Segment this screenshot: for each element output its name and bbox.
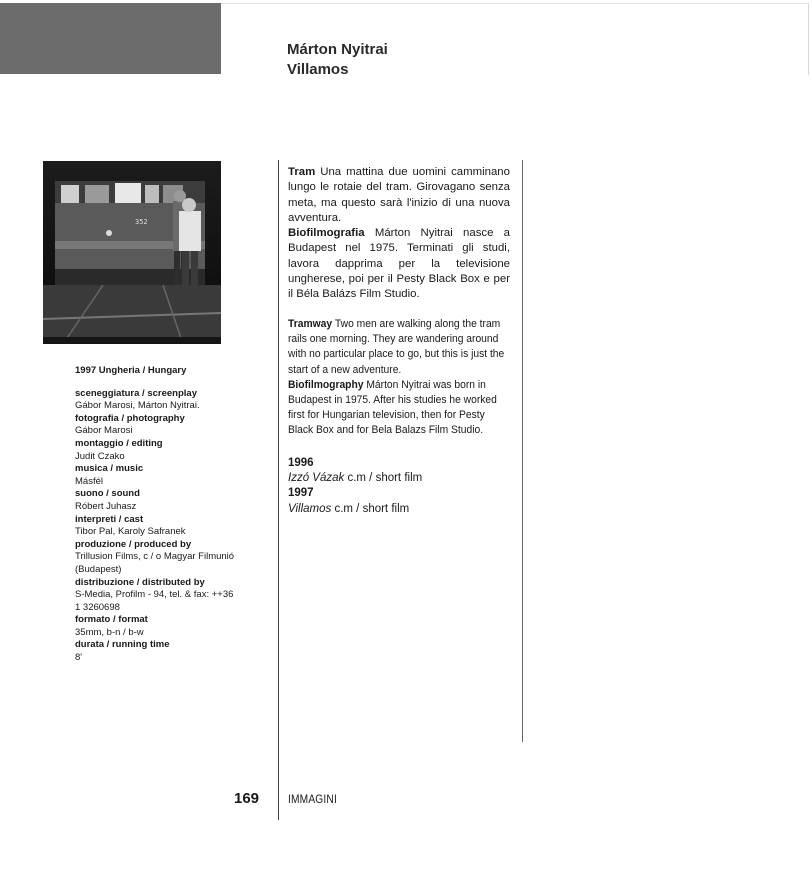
bio-text: Márton Nyitrai nasce a Budapest nel 1975. Terminati gli studi, lavora dapprima per la televisione ungherese, poi per il Pesty Black Box e per il Béla Balázs Film Studio. (288, 227, 511, 301)
english-text (288, 317, 510, 439)
top-rule (221, 3, 809, 4)
credit-value: S-Media, Profilm - 94, tel. & fax: ++36 1 3260698 (75, 589, 234, 613)
credit-label: formato / format (75, 614, 148, 626)
credit-running-time (75, 639, 235, 664)
synopsis-text: Una mattina due uomini camminano lungo le rotaie del tram. Girovagano senza meta, ma questo sarà l'inizio di una nuova avventura. (288, 166, 510, 224)
bio-label: Biofilmography (288, 378, 364, 391)
credit-sound (75, 488, 235, 513)
credit-photography (75, 413, 235, 438)
film-entry (288, 471, 422, 486)
credit-cast (75, 514, 235, 539)
film-title: Villamos (288, 502, 332, 515)
credit-distribution (75, 577, 235, 615)
film-entry (288, 502, 422, 517)
italian-bio (288, 226, 510, 302)
credit-label: distribuzione / distributed by (75, 576, 205, 588)
credit-editing (75, 438, 235, 463)
bio-label: Biofilmografia (288, 227, 365, 240)
credits-block (75, 365, 235, 665)
synopsis-text: Two men are walking along the tram rails one morning. They are wandering around with no particular place to go, but this is just the start of a new adventure. (288, 318, 505, 376)
section-title: IMMAGINI (288, 792, 337, 806)
credit-value: Judit Czako (75, 450, 125, 462)
column-divider-right (522, 160, 523, 742)
film-type: c.m / short film (347, 472, 423, 485)
film-header (287, 40, 388, 80)
credit-label: interpreti / cast (75, 513, 144, 525)
synopsis-label: Tramway (288, 318, 333, 330)
credit-value: Gábor Marosi, Márton Nyitrai. (75, 400, 200, 412)
credit-production (75, 539, 235, 577)
italian-text (288, 165, 510, 303)
film-still-photo (43, 161, 221, 344)
credit-value: 35mm, b-n / b-w (75, 626, 144, 638)
credit-value: Másfél (75, 475, 103, 487)
credit-label: fotografia / photography (75, 412, 185, 424)
credit-label: sceneggiatura / screenplay (75, 387, 197, 399)
film-type: c.m / short film (334, 502, 410, 515)
credit-label: montaggio / editing (75, 437, 163, 449)
page-number: 169 (234, 790, 260, 807)
film-year: 1997 (288, 487, 314, 500)
film-still-image (43, 161, 221, 344)
credit-music (75, 463, 235, 488)
filmography (288, 456, 422, 517)
credit-value: 8' (75, 652, 83, 664)
bio-text: Márton Nyitrai was born in Budapest in 1975. After his studies he worked first for Hungarian television, then for Pesty Black Box and for Bela Balazs Film Studio. (288, 378, 497, 437)
italian-synopsis (288, 165, 510, 226)
footer-divider (278, 788, 279, 808)
english-bio (288, 378, 510, 439)
credit-value: Róbert Juhasz (75, 500, 137, 512)
credit-screenplay (75, 388, 235, 413)
right-edge-rule (808, 3, 809, 75)
synopsis-label: Tram (288, 166, 316, 178)
credit-label: suono / sound (75, 488, 140, 500)
credit-label: produzione / produced by (75, 538, 192, 550)
english-synopsis (288, 317, 510, 378)
year-country: 1997 Ungheria / Hungary (75, 365, 187, 376)
header-gray-block (0, 3, 221, 74)
column-divider-left (278, 160, 279, 820)
credit-value: Trillusion Films, c / o Magyar Filmunió (Budapest) (75, 551, 235, 575)
film-title: Izzó Vázak (288, 472, 345, 485)
film-title: Villamos (287, 61, 349, 78)
credit-format (75, 614, 235, 639)
credit-value: Gábor Marosi (75, 425, 133, 437)
director-name: Márton Nyitrai (287, 41, 388, 58)
credit-label: durata / running time (75, 639, 170, 651)
credit-value: Tibor Pal, Karoly Safranek (75, 526, 186, 538)
tram-number: 352 (135, 218, 148, 226)
film-year: 1996 (288, 457, 314, 469)
credit-label: musica / music (75, 463, 144, 475)
